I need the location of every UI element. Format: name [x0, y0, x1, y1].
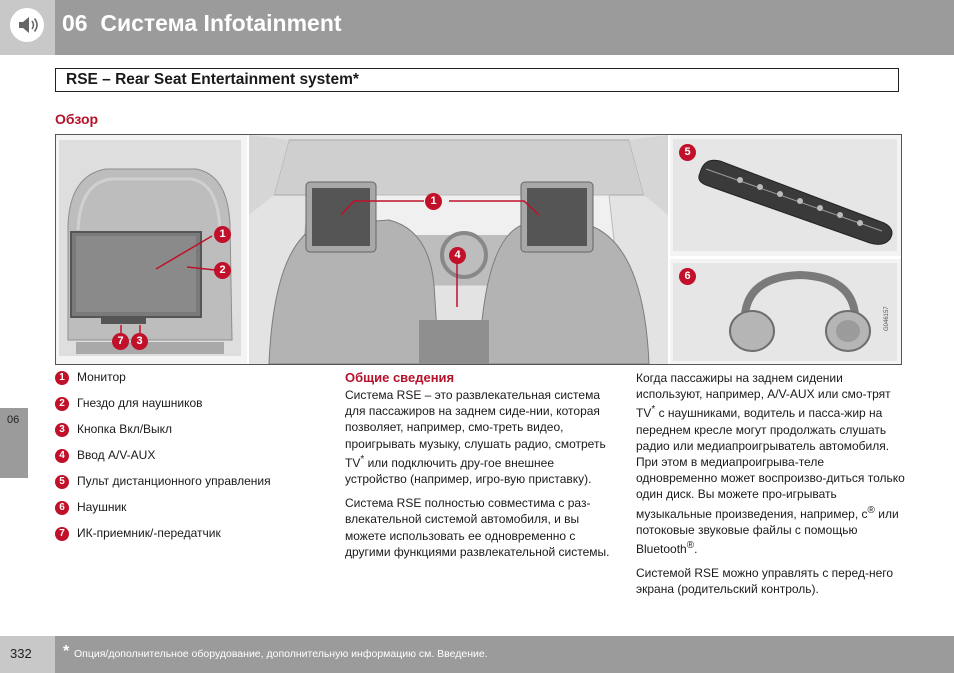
- page-number-box: [0, 636, 55, 673]
- legend-label: ИК-приемник/-передатчик: [77, 526, 221, 540]
- callout-3: 3: [131, 333, 148, 350]
- callout-7: 7: [112, 333, 129, 350]
- legend-label: Монитор: [77, 370, 126, 384]
- overview-heading: Обзор: [55, 111, 99, 127]
- text-run: .: [694, 542, 698, 557]
- callout-4: 4: [449, 247, 466, 264]
- legend-label: Гнездо для наушников: [77, 396, 203, 410]
- registered-mark: ®: [686, 540, 695, 552]
- speaker-icon-box: [0, 0, 55, 55]
- general-info-paragraph-2: Система RSE полностью совместима с раз-влекательной системой автомобиля, и вы можете использовать ее одновременно с другими функциями развлекательной системы.: [345, 496, 610, 559]
- car-interior-panel: [249, 135, 668, 364]
- section-title: RSE – Rear Seat Entertainment system*: [66, 71, 359, 88]
- callout-6: 6: [679, 268, 696, 285]
- legend-number-badge: 3: [55, 423, 69, 437]
- legend-label: Ввод A/V-AUX: [77, 448, 156, 462]
- legend-number-badge: 1: [55, 371, 69, 385]
- page-footer: [0, 636, 954, 673]
- legend-label: Наушник: [77, 500, 127, 514]
- text-run: Система RSE – это развлекательная система для пассажиров на заднем сиде-нии, которая позволяет, например, смо-треть видео, проигрывать музыку, слушать радио, смотреть TV: [345, 388, 606, 470]
- legend-number-badge: 4: [55, 449, 69, 463]
- page-number: 332: [10, 646, 32, 661]
- legend-label: Кнопка Вкл/Выкл: [77, 422, 173, 436]
- legend-number-badge: 2: [55, 397, 69, 411]
- callout-1-interior: 1: [425, 193, 442, 210]
- legend-number-badge: 7: [55, 527, 69, 541]
- footer-note: Опция/дополнительное оборудование, дополнительную информацию см. Введение.: [74, 648, 488, 660]
- option-star: *: [651, 404, 656, 416]
- text-run: с наушниками, водитель и пасса-жир на переднем кресле могут продолжать слушать радио или медиапроигрыватель автомобиля. При этом в медиапроигрыва-теле одновременно может воспроизво-диться только один диск. Вы можете про-игрывать музыкальные произведения, например, с: [636, 406, 905, 521]
- general-info-paragraph-1: [345, 387, 615, 487]
- page-header: [0, 0, 954, 55]
- callout-2: 2: [214, 262, 231, 279]
- figure-code: G046157: [884, 306, 890, 331]
- chapter-title: [62, 10, 342, 37]
- text-run: или подключить дру-гое внешнее устройство (например, игро-вую приставку).: [345, 455, 592, 487]
- general-info-heading: Общие сведения: [345, 370, 455, 385]
- callout-1-headrest: 1: [214, 226, 231, 243]
- usage-column: [636, 370, 906, 606]
- usage-paragraph-1: [636, 370, 906, 557]
- footer-star: *: [63, 643, 70, 660]
- registered-mark: ®: [867, 504, 875, 516]
- general-info-column: [345, 370, 615, 568]
- speaker-icon: [10, 8, 44, 42]
- headrest-panel: [56, 135, 247, 364]
- section-title-bar: [55, 68, 899, 92]
- legend-number-badge: 6: [55, 501, 69, 515]
- side-tab-label: 06: [7, 414, 20, 426]
- legend-number-badge: 5: [55, 475, 69, 489]
- chapter-name: Система Infotainment: [100, 10, 342, 36]
- text-run: Когда пассажиры на заднем сидении используют, например, A/V-AUX или смо-трят TV: [636, 371, 891, 421]
- remote-panel: [670, 135, 901, 256]
- chapter-number: 06: [62, 10, 88, 36]
- chapter-side-tab: [0, 408, 28, 478]
- option-star: *: [360, 453, 365, 465]
- usage-paragraph-2: Системой RSE можно управлять с перед-него экрана (родительский контроль).: [636, 566, 894, 597]
- headphones-panel: [670, 259, 901, 364]
- text-run: или потоковые звуковые файлы с помощью Bluetooth: [636, 506, 899, 557]
- callout-5: 5: [679, 144, 696, 161]
- rse-illustration: [55, 134, 902, 365]
- legend-label: Пульт дистанционного управления: [77, 474, 271, 488]
